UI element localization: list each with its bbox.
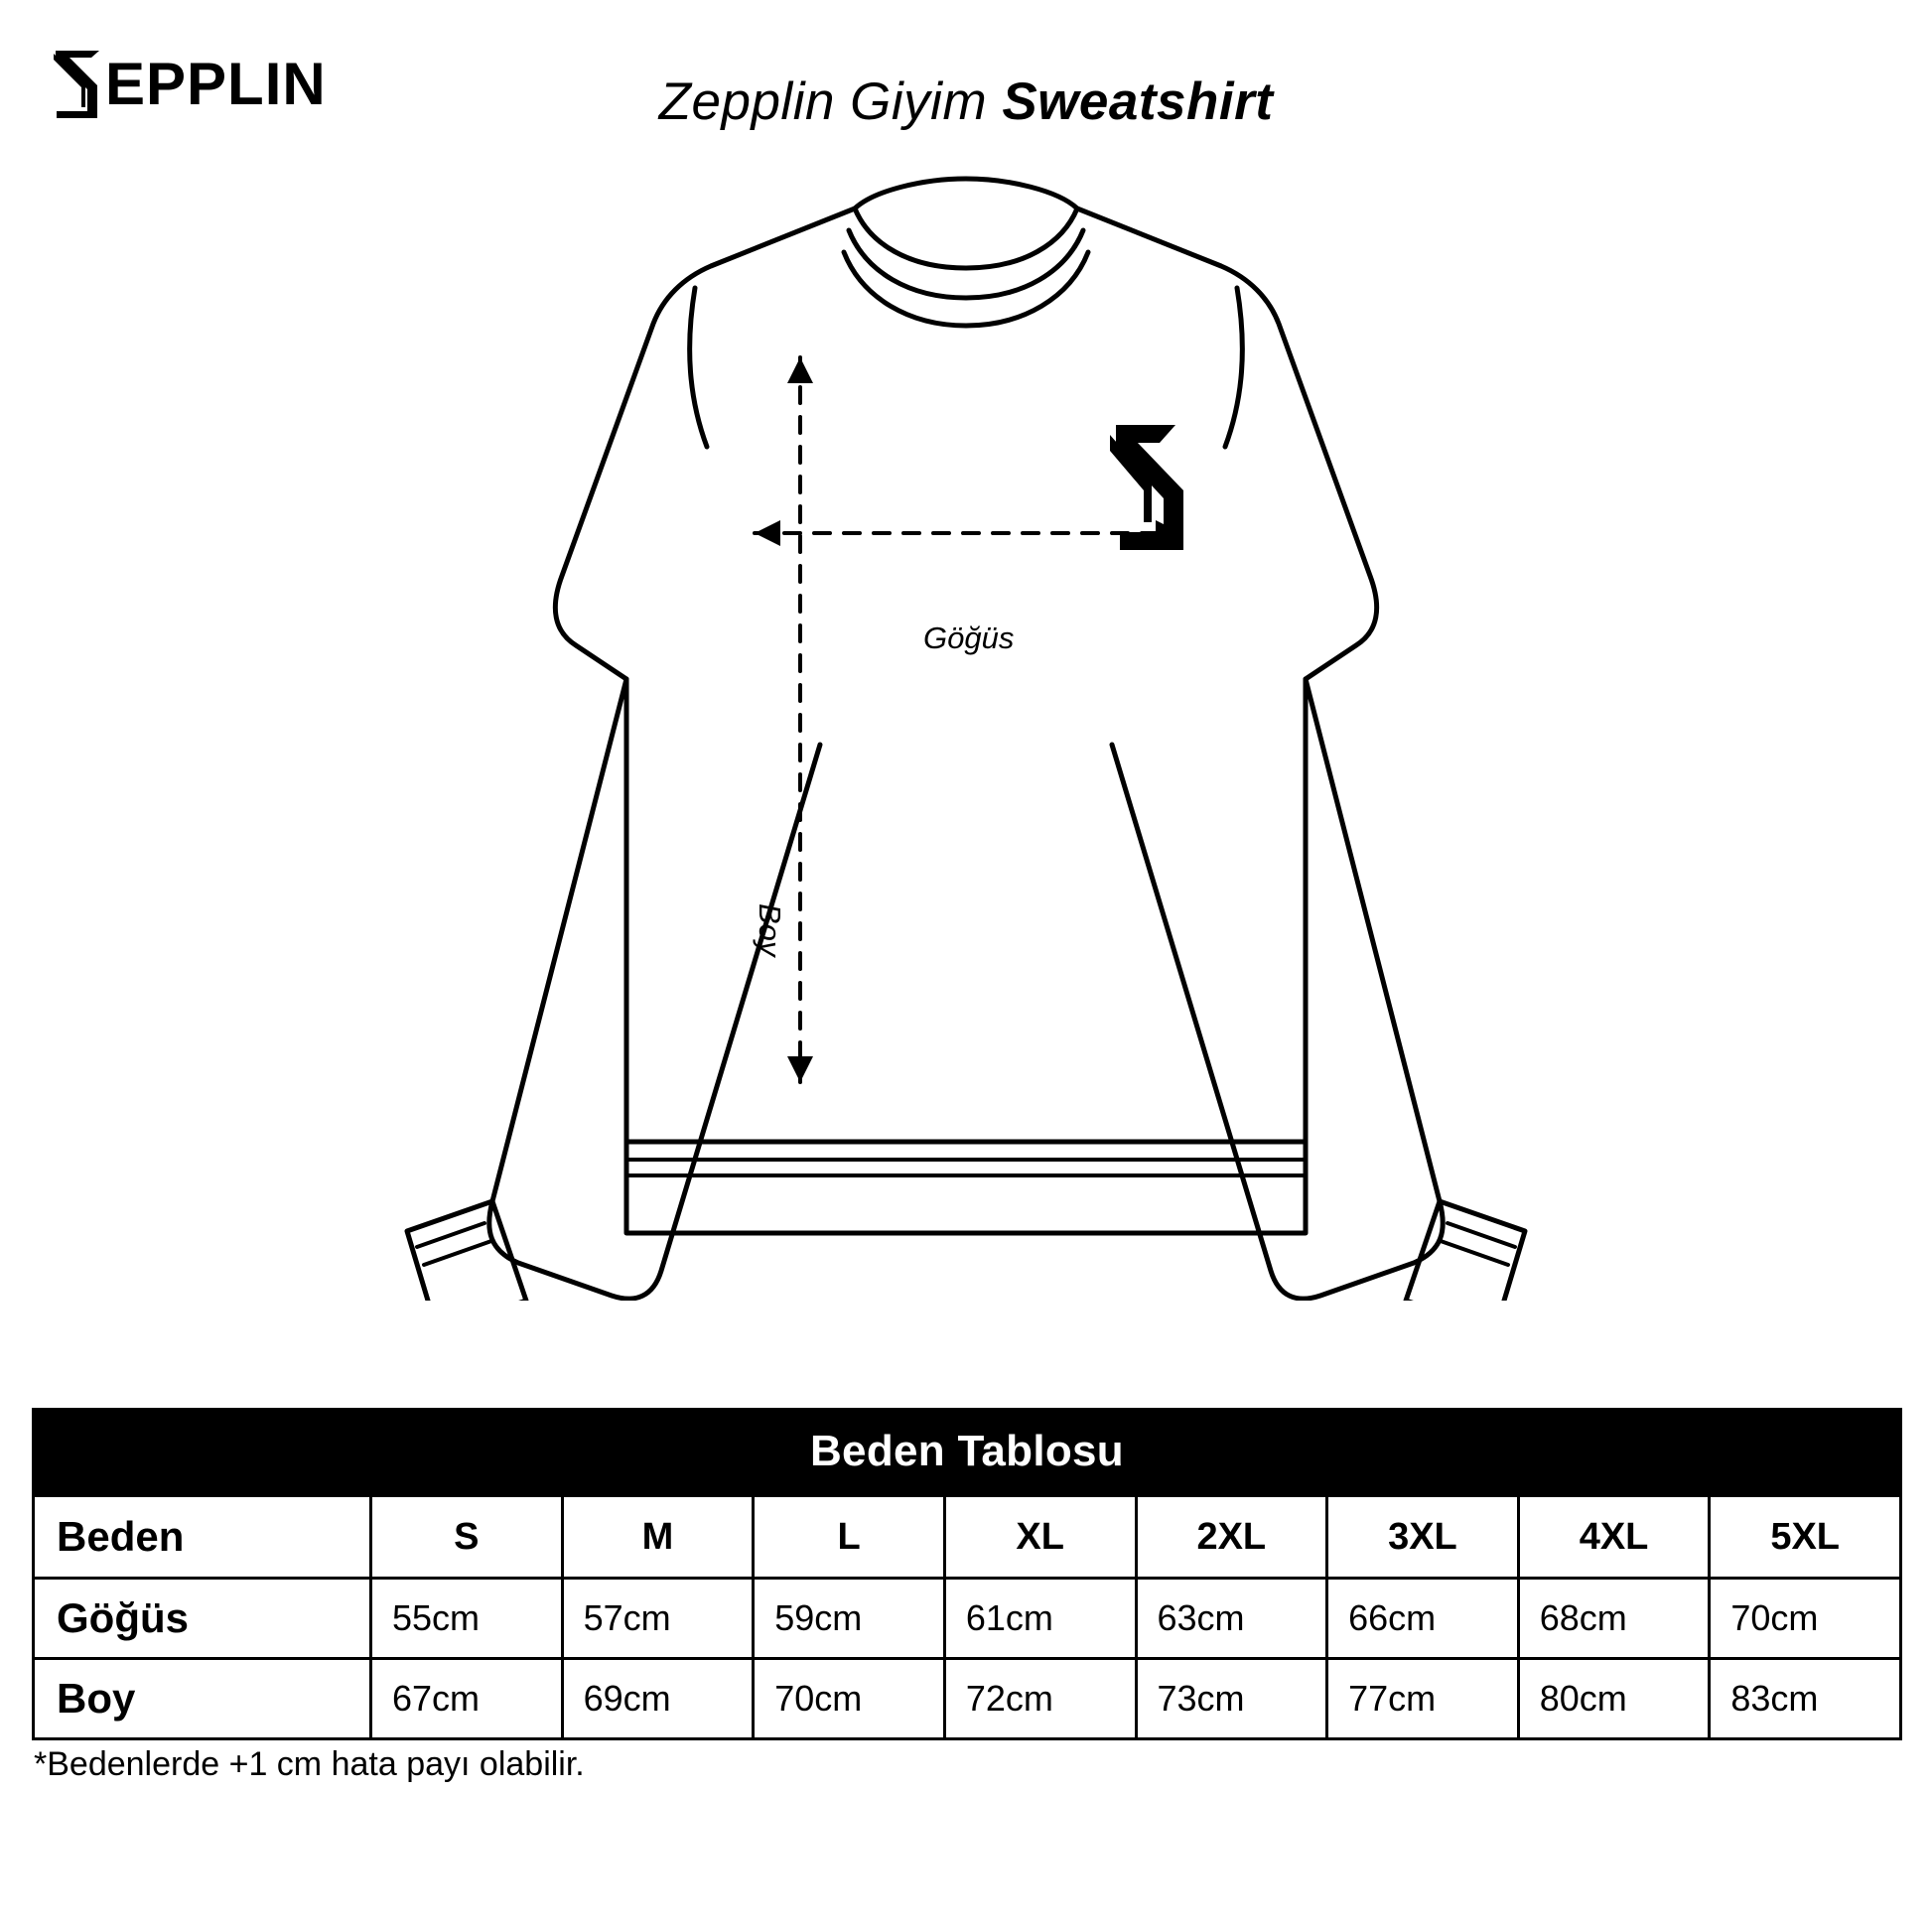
cell-boy-5xl: 83cm [1710,1659,1901,1739]
cell-gogus-m: 57cm [562,1579,754,1659]
page-title-bold: Sweatshirt [1002,72,1274,131]
table-title-row [34,1410,1901,1496]
cell-boy-2xl: 73cm [1136,1659,1327,1739]
cell-boy-s: 67cm [371,1659,563,1739]
header-size-m: M [562,1496,754,1579]
header-size-5xl: 5XL [1710,1496,1901,1579]
header-size-2xl: 2XL [1136,1496,1327,1579]
cell-gogus-4xl: 68cm [1518,1579,1710,1659]
garment-illustration [0,149,1932,1142]
chest-measure-label: Göğüs [923,621,1015,655]
cell-gogus-s: 55cm [371,1579,563,1659]
table-title: Beden Tablosu [34,1410,1901,1496]
cell-boy-xl: 72cm [944,1659,1136,1739]
header-size-4xl: 4XL [1518,1496,1710,1579]
table-row [34,1579,1901,1659]
table-row [34,1659,1901,1739]
cell-gogus-xl: 61cm [944,1579,1136,1659]
cell-boy-l: 70cm [754,1659,945,1739]
row-label-gogus: Göğüs [34,1579,371,1659]
row-label-boy: Boy [34,1659,371,1739]
table-header-row [34,1496,1901,1579]
header-size-xl: XL [944,1496,1136,1579]
cell-gogus-2xl: 63cm [1136,1579,1327,1659]
header-size-s: S [371,1496,563,1579]
length-measure-label: Boy [753,903,787,957]
cell-gogus-5xl: 70cm [1710,1579,1901,1659]
cell-boy-4xl: 80cm [1518,1659,1710,1739]
brand-wordmark: EPPLIN [105,51,327,117]
page-title [0,71,1932,132]
size-table [32,1408,1902,1740]
page-title-light: Zepplin Giyim [658,72,1003,131]
footnote: *Bedenlerde +1 cm hata payı olabilir. [34,1745,585,1783]
cell-gogus-3xl: 66cm [1327,1579,1519,1659]
cell-gogus-l: 59cm [754,1579,945,1659]
header-beden: Beden [34,1496,371,1579]
header-size-3xl: 3XL [1327,1496,1519,1579]
size-table-container [32,1408,1902,1740]
header-size-l: L [754,1496,945,1579]
cell-boy-m: 69cm [562,1659,754,1739]
cell-boy-3xl: 77cm [1327,1659,1519,1739]
